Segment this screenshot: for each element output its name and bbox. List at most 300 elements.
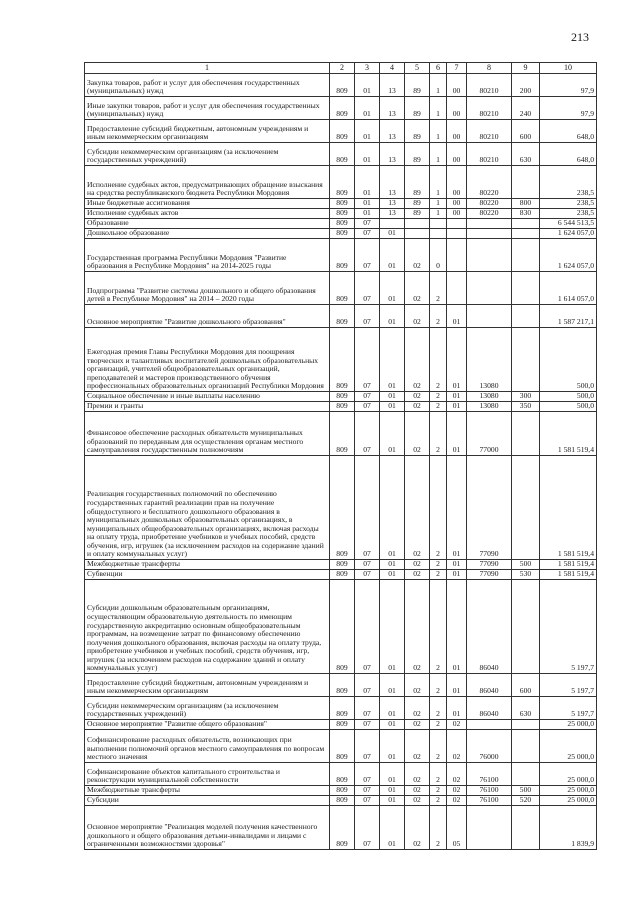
row-c2-cell: 809 bbox=[330, 272, 355, 305]
row-name-cell: Исполнение судебных актов, предусматривающих обращение взыскания на средства республиканского бюджета Республики Мордовия bbox=[85, 166, 330, 199]
table-row bbox=[85, 328, 597, 392]
row-c10-cell: 1 614 057,0 bbox=[540, 272, 597, 305]
row-c10-cell: 25 000,0 bbox=[540, 730, 597, 763]
row-c8-cell: 77090 bbox=[467, 570, 512, 580]
row-c5-cell: 02 bbox=[405, 456, 430, 560]
row-c6-cell: 2 bbox=[430, 570, 447, 580]
row-c9-cell: 240 bbox=[512, 97, 540, 120]
row-c2-cell: 809 bbox=[330, 392, 355, 402]
row-c10-cell: 25 000,0 bbox=[540, 720, 597, 730]
row-c7-cell: 01 bbox=[447, 456, 467, 560]
row-name-cell: Реализация государственных полномочий по обеспечению государственных гарантий реализации прав на получение общедоступного и бесплатного дошкольного образования в муниципальных дошкольных образовательных организациях, в муниципальных общеобразовательных организациях, включая расходы на оплату труда, приобретение учебников и учебных пособий, средств обучения, игр, игрушек (за исключением расходов на содержание зданий и оплату коммунальных услуг) bbox=[85, 456, 330, 560]
row-c10-cell: 1 581 519,4 bbox=[540, 412, 597, 456]
row-c5-cell bbox=[405, 219, 430, 229]
row-c6-cell: 2 bbox=[430, 730, 447, 763]
row-c2-cell: 809 bbox=[330, 239, 355, 272]
row-c6-cell: 0 bbox=[430, 239, 447, 272]
row-c9-cell: 350 bbox=[512, 402, 540, 412]
row-c2-cell: 809 bbox=[330, 209, 355, 219]
row-name-cell: Субсидии bbox=[85, 796, 330, 806]
row-c8-cell: 80210 bbox=[467, 97, 512, 120]
row-c4-cell: 01 bbox=[380, 720, 405, 730]
row-c2-cell: 809 bbox=[330, 786, 355, 796]
row-name-cell: Иные бюджетные ассигнования bbox=[85, 199, 330, 209]
row-c2-cell: 809 bbox=[330, 219, 355, 229]
row-c2-cell: 809 bbox=[330, 120, 355, 143]
row-c3-cell: 01 bbox=[355, 97, 380, 120]
row-c6-cell: 2 bbox=[430, 560, 447, 570]
row-name-cell: Субсидии некоммерческим организациям (за исключением государственных учреждений) bbox=[85, 143, 330, 166]
row-c4-cell: 13 bbox=[380, 199, 405, 209]
row-c10-cell: 1 581 519,4 bbox=[540, 456, 597, 560]
row-name-cell: Дошкольное образование bbox=[85, 229, 330, 239]
row-c10-cell: 1 581 519,4 bbox=[540, 560, 597, 570]
row-c5-cell: 89 bbox=[405, 74, 430, 97]
row-c7-cell bbox=[447, 272, 467, 305]
table-row bbox=[85, 730, 597, 763]
row-c5-cell: 02 bbox=[405, 796, 430, 806]
row-name-cell: Государственная программа Республики Мордовия "Развитие образования в Республике Мордовия" на 2014-2025 годы bbox=[85, 239, 330, 272]
row-c5-cell: 02 bbox=[405, 720, 430, 730]
row-c4-cell: 01 bbox=[380, 305, 405, 328]
row-c7-cell: 02 bbox=[447, 763, 467, 786]
row-c6-cell: 2 bbox=[430, 456, 447, 560]
table-row bbox=[85, 674, 597, 697]
row-c2-cell: 809 bbox=[330, 143, 355, 166]
row-c8-cell: 80220 bbox=[467, 199, 512, 209]
row-c7-cell: 01 bbox=[447, 674, 467, 697]
row-c5-cell: 02 bbox=[405, 328, 430, 392]
row-c10-cell: 648,0 bbox=[540, 143, 597, 166]
row-c2-cell: 809 bbox=[330, 456, 355, 560]
row-c7-cell: 00 bbox=[447, 166, 467, 199]
row-c5-cell: 89 bbox=[405, 209, 430, 219]
row-c7-cell: 00 bbox=[447, 120, 467, 143]
table-row bbox=[85, 402, 597, 412]
row-c3-cell: 07 bbox=[355, 786, 380, 796]
row-name-cell: Субсидии дошкольным образовательным организациям, осуществляющим образовательную деятельность по имеющим государственную аккредитацию основным общеобразовательным программам, на возмещение затрат по финансовому обеспечению получения дошкольного образования, включая расходы на оплату труда, приобретение учебников и учебных пособий, средств обучения, игр, игрушек (за исключением расходов на содержание зданий и оплату коммунальных услуг) bbox=[85, 580, 330, 674]
table-row bbox=[85, 786, 597, 796]
row-c7-cell: 01 bbox=[447, 392, 467, 402]
row-c9-cell: 300 bbox=[512, 392, 540, 402]
row-c8-cell bbox=[467, 806, 512, 850]
row-c5-cell: 89 bbox=[405, 120, 430, 143]
row-name-cell: Исполнение судебных актов bbox=[85, 209, 330, 219]
row-c4-cell: 13 bbox=[380, 209, 405, 219]
row-c2-cell: 809 bbox=[330, 74, 355, 97]
row-c9-cell: 600 bbox=[512, 120, 540, 143]
row-c9-cell bbox=[512, 272, 540, 305]
row-c3-cell: 07 bbox=[355, 392, 380, 402]
row-name-cell: Премии и гранты bbox=[85, 402, 330, 412]
row-c9-cell bbox=[512, 239, 540, 272]
row-c7-cell: 02 bbox=[447, 796, 467, 806]
row-c6-cell: 2 bbox=[430, 697, 447, 720]
row-c8-cell bbox=[467, 272, 512, 305]
row-name-cell: Основное мероприятие "Реализация моделей получения качественного дошкольного и общего образования детьми-инвалидами и лицами с ограниченными возможностями здоровья" bbox=[85, 806, 330, 850]
row-c3-cell: 01 bbox=[355, 143, 380, 166]
row-c9-cell: 500 bbox=[512, 786, 540, 796]
row-name-cell: Подпрограмма "Развитие системы дошкольного и общего образования детей в Республике Мордовия" на 2014 – 2020 годы bbox=[85, 272, 330, 305]
row-name-cell: Межбюджетные трансферты bbox=[85, 560, 330, 570]
row-c3-cell: 07 bbox=[355, 580, 380, 674]
row-c8-cell: 77000 bbox=[467, 412, 512, 456]
row-c10-cell: 25 000,0 bbox=[540, 796, 597, 806]
row-c3-cell: 07 bbox=[355, 456, 380, 560]
row-c3-cell: 07 bbox=[355, 272, 380, 305]
row-c7-cell: 01 bbox=[447, 328, 467, 392]
row-name-cell: Софинансирование объектов капитального строительства и реконструкции муниципальной собственности bbox=[85, 763, 330, 786]
row-c7-cell: 00 bbox=[447, 97, 467, 120]
row-c10-cell: 1 587 217,1 bbox=[540, 305, 597, 328]
row-c3-cell: 07 bbox=[355, 239, 380, 272]
row-c10-cell: 648,0 bbox=[540, 120, 597, 143]
row-c10-cell: 5 197,7 bbox=[540, 697, 597, 720]
row-c4-cell: 01 bbox=[380, 560, 405, 570]
table-row bbox=[85, 570, 597, 580]
row-c2-cell: 809 bbox=[330, 97, 355, 120]
row-c10-cell: 500,0 bbox=[540, 402, 597, 412]
row-c3-cell: 01 bbox=[355, 199, 380, 209]
row-c6-cell: 1 bbox=[430, 120, 447, 143]
row-c6-cell: 2 bbox=[430, 806, 447, 850]
row-c3-cell: 01 bbox=[355, 209, 380, 219]
row-c10-cell: 500,0 bbox=[540, 328, 597, 392]
row-c4-cell: 01 bbox=[380, 272, 405, 305]
col-header: 8 bbox=[467, 63, 512, 74]
table-row bbox=[85, 219, 597, 229]
row-c10-cell: 25 000,0 bbox=[540, 763, 597, 786]
row-c10-cell: 1 839,9 bbox=[540, 806, 597, 850]
row-c9-cell bbox=[512, 720, 540, 730]
row-name-cell: Основное мероприятие "Развитие общего образования" bbox=[85, 720, 330, 730]
row-c8-cell: 86040 bbox=[467, 697, 512, 720]
row-c3-cell: 07 bbox=[355, 730, 380, 763]
row-c10-cell: 25 000,0 bbox=[540, 786, 597, 796]
row-c4-cell: 01 bbox=[380, 730, 405, 763]
row-c5-cell: 02 bbox=[405, 412, 430, 456]
row-c8-cell bbox=[467, 239, 512, 272]
row-c7-cell: 02 bbox=[447, 720, 467, 730]
row-c7-cell: 02 bbox=[447, 786, 467, 796]
table-row bbox=[85, 74, 597, 97]
row-name-cell: Субсидии некоммерческим организациям (за исключением государственных учреждений) bbox=[85, 697, 330, 720]
row-c5-cell: 02 bbox=[405, 392, 430, 402]
row-c9-cell: 630 bbox=[512, 697, 540, 720]
row-c9-cell bbox=[512, 166, 540, 199]
row-c8-cell: 77090 bbox=[467, 560, 512, 570]
row-c7-cell: 01 bbox=[447, 570, 467, 580]
row-c9-cell bbox=[512, 763, 540, 786]
row-c2-cell: 809 bbox=[330, 402, 355, 412]
col-header: 9 bbox=[512, 63, 540, 74]
row-c7-cell bbox=[447, 239, 467, 272]
row-c10-cell: 1 624 057,0 bbox=[540, 239, 597, 272]
row-name-cell: Социальное обеспечение и иные выплаты населению bbox=[85, 392, 330, 402]
row-c5-cell: 02 bbox=[405, 272, 430, 305]
row-c8-cell: 76000 bbox=[467, 730, 512, 763]
row-c9-cell bbox=[512, 412, 540, 456]
table-row bbox=[85, 796, 597, 806]
row-name-cell: Предоставление субсидий бюджетным, автономным учреждениям и иным некоммерческим организациям bbox=[85, 120, 330, 143]
row-c10-cell: 238,5 bbox=[540, 199, 597, 209]
row-c7-cell: 01 bbox=[447, 560, 467, 570]
row-c4-cell: 01 bbox=[380, 570, 405, 580]
row-name-cell: Закупка товаров, работ и услуг для обеспечения государственных (муниципальных) нужд bbox=[85, 74, 330, 97]
row-c8-cell bbox=[467, 720, 512, 730]
row-c10-cell: 97,9 bbox=[540, 74, 597, 97]
row-c3-cell: 07 bbox=[355, 720, 380, 730]
row-c4-cell bbox=[380, 219, 405, 229]
row-c2-cell: 809 bbox=[330, 412, 355, 456]
table-row bbox=[85, 199, 597, 209]
row-c7-cell: 02 bbox=[447, 730, 467, 763]
table-row bbox=[85, 456, 597, 560]
table-row bbox=[85, 120, 597, 143]
row-name-cell: Финансовое обеспечение расходных обязательств муниципальных образований по переданным для осуществления органам местного самоуправления государственным полномочиям bbox=[85, 412, 330, 456]
row-c8-cell: 13080 bbox=[467, 392, 512, 402]
row-c5-cell: 02 bbox=[405, 560, 430, 570]
row-c7-cell: 00 bbox=[447, 199, 467, 209]
row-name-cell: Предоставление субсидий бюджетным, автономным учреждениям и иным некоммерческим организациям bbox=[85, 674, 330, 697]
row-c8-cell: 13080 bbox=[467, 402, 512, 412]
col-header: 3 bbox=[355, 63, 380, 74]
row-c6-cell: 2 bbox=[430, 328, 447, 392]
row-c9-cell: 630 bbox=[512, 143, 540, 166]
row-c8-cell bbox=[467, 229, 512, 239]
row-c3-cell: 07 bbox=[355, 763, 380, 786]
row-c8-cell: 86040 bbox=[467, 580, 512, 674]
row-c5-cell: 02 bbox=[405, 697, 430, 720]
row-c5-cell: 02 bbox=[405, 580, 430, 674]
row-c4-cell: 01 bbox=[380, 328, 405, 392]
table-row bbox=[85, 143, 597, 166]
row-c9-cell bbox=[512, 806, 540, 850]
table-row bbox=[85, 763, 597, 786]
row-c2-cell: 809 bbox=[330, 570, 355, 580]
row-c5-cell: 02 bbox=[405, 674, 430, 697]
row-name-cell: Основное мероприятие "Развитие дошкольного образования" bbox=[85, 305, 330, 328]
row-c6-cell: 1 bbox=[430, 143, 447, 166]
row-c4-cell: 01 bbox=[380, 580, 405, 674]
row-c6-cell: 1 bbox=[430, 209, 447, 219]
row-c5-cell bbox=[405, 229, 430, 239]
row-c6-cell: 2 bbox=[430, 412, 447, 456]
row-c10-cell: 1 624 057,0 bbox=[540, 229, 597, 239]
table-row bbox=[85, 806, 597, 850]
header-row bbox=[85, 63, 597, 74]
row-c3-cell: 07 bbox=[355, 560, 380, 570]
row-c4-cell: 01 bbox=[380, 786, 405, 796]
page-number: 213 bbox=[571, 30, 589, 44]
row-c4-cell: 01 bbox=[380, 674, 405, 697]
row-c7-cell bbox=[447, 229, 467, 239]
row-c7-cell: 01 bbox=[447, 412, 467, 456]
row-c3-cell: 07 bbox=[355, 806, 380, 850]
row-c6-cell: 2 bbox=[430, 272, 447, 305]
row-c8-cell: 86040 bbox=[467, 674, 512, 697]
table-row bbox=[85, 305, 597, 328]
row-c3-cell: 07 bbox=[355, 305, 380, 328]
row-c4-cell: 01 bbox=[380, 392, 405, 402]
row-c6-cell: 1 bbox=[430, 199, 447, 209]
row-c6-cell: 1 bbox=[430, 166, 447, 199]
row-c3-cell: 07 bbox=[355, 328, 380, 392]
row-c4-cell: 01 bbox=[380, 763, 405, 786]
row-c2-cell: 809 bbox=[330, 697, 355, 720]
row-c6-cell: 2 bbox=[430, 402, 447, 412]
row-c2-cell: 809 bbox=[330, 166, 355, 199]
budget-table bbox=[84, 62, 597, 850]
row-c5-cell: 02 bbox=[405, 806, 430, 850]
row-c9-cell: 500 bbox=[512, 560, 540, 570]
row-c3-cell: 07 bbox=[355, 412, 380, 456]
row-c7-cell bbox=[447, 219, 467, 229]
table-row bbox=[85, 720, 597, 730]
row-c4-cell: 13 bbox=[380, 143, 405, 166]
row-c6-cell: 2 bbox=[430, 392, 447, 402]
row-name-cell: Иные закупки товаров, работ и услуг для обеспечения государственных (муниципальных) нужд bbox=[85, 97, 330, 120]
col-header: 6 bbox=[430, 63, 447, 74]
row-c5-cell: 89 bbox=[405, 97, 430, 120]
table-row bbox=[85, 239, 597, 272]
row-c5-cell: 89 bbox=[405, 143, 430, 166]
row-c9-cell bbox=[512, 580, 540, 674]
row-c6-cell: 2 bbox=[430, 796, 447, 806]
table-row bbox=[85, 97, 597, 120]
row-c10-cell: 238,5 bbox=[540, 209, 597, 219]
row-c2-cell: 809 bbox=[330, 305, 355, 328]
row-c4-cell: 01 bbox=[380, 806, 405, 850]
row-c2-cell: 809 bbox=[330, 199, 355, 209]
row-c4-cell: 01 bbox=[380, 796, 405, 806]
row-c3-cell: 07 bbox=[355, 674, 380, 697]
row-c5-cell: 89 bbox=[405, 199, 430, 209]
row-c8-cell: 76100 bbox=[467, 763, 512, 786]
table-row bbox=[85, 272, 597, 305]
row-c8-cell: 80210 bbox=[467, 143, 512, 166]
row-name-cell: Софинансирование расходных обязательств, возникающих при выполнении полномочий органов местного самоуправления по вопросам местного значения bbox=[85, 730, 330, 763]
row-c2-cell: 809 bbox=[330, 730, 355, 763]
row-c8-cell: 80220 bbox=[467, 209, 512, 219]
row-c9-cell bbox=[512, 305, 540, 328]
row-c6-cell: 2 bbox=[430, 580, 447, 674]
row-c10-cell: 5 197,7 bbox=[540, 580, 597, 674]
row-c4-cell: 13 bbox=[380, 166, 405, 199]
row-c10-cell: 500,0 bbox=[540, 392, 597, 402]
table-row bbox=[85, 229, 597, 239]
row-c2-cell: 809 bbox=[330, 796, 355, 806]
row-c3-cell: 01 bbox=[355, 74, 380, 97]
row-c5-cell: 02 bbox=[405, 730, 430, 763]
row-c3-cell: 07 bbox=[355, 219, 380, 229]
row-c7-cell: 00 bbox=[447, 143, 467, 166]
row-c9-cell: 800 bbox=[512, 199, 540, 209]
row-c10-cell: 238,5 bbox=[540, 166, 597, 199]
row-c2-cell: 809 bbox=[330, 720, 355, 730]
row-c10-cell: 1 581 519,4 bbox=[540, 570, 597, 580]
row-c5-cell: 02 bbox=[405, 305, 430, 328]
table-row bbox=[85, 697, 597, 720]
col-header: 7 bbox=[447, 63, 467, 74]
row-c6-cell: 2 bbox=[430, 786, 447, 796]
row-c4-cell: 13 bbox=[380, 74, 405, 97]
row-name-cell: Образование bbox=[85, 219, 330, 229]
row-c5-cell: 89 bbox=[405, 166, 430, 199]
table-row bbox=[85, 580, 597, 674]
row-c2-cell: 809 bbox=[330, 580, 355, 674]
row-c4-cell: 01 bbox=[380, 412, 405, 456]
row-c9-cell: 520 bbox=[512, 796, 540, 806]
row-c4-cell: 13 bbox=[380, 97, 405, 120]
row-c7-cell: 00 bbox=[447, 209, 467, 219]
table-row bbox=[85, 209, 597, 219]
row-c10-cell: 6 544 513,5 bbox=[540, 219, 597, 229]
col-header: 10 bbox=[540, 63, 597, 74]
row-c9-cell: 600 bbox=[512, 674, 540, 697]
table-row bbox=[85, 412, 597, 456]
row-c6-cell bbox=[430, 229, 447, 239]
row-c6-cell: 2 bbox=[430, 674, 447, 697]
row-c8-cell: 80210 bbox=[467, 120, 512, 143]
row-c7-cell: 01 bbox=[447, 305, 467, 328]
row-c3-cell: 01 bbox=[355, 120, 380, 143]
table-row bbox=[85, 166, 597, 199]
row-c9-cell: 200 bbox=[512, 74, 540, 97]
row-c5-cell: 02 bbox=[405, 570, 430, 580]
row-c6-cell: 2 bbox=[430, 720, 447, 730]
row-c5-cell: 02 bbox=[405, 239, 430, 272]
row-name-cell: Ежегодная премия Главы Республики Мордовия для поощрения творческих и талантливых воспитателей дошкольных образовательных организаций, учителей общеобразовательных организаций, преподавателей и мастеров производственного обучения профессиональных образовательных организаций Республики Мордовия bbox=[85, 328, 330, 392]
row-c3-cell: 07 bbox=[355, 697, 380, 720]
row-c9-cell: 530 bbox=[512, 570, 540, 580]
row-c8-cell: 13080 bbox=[467, 328, 512, 392]
row-c6-cell: 2 bbox=[430, 305, 447, 328]
row-c6-cell: 2 bbox=[430, 763, 447, 786]
row-c9-cell bbox=[512, 456, 540, 560]
row-c7-cell: 01 bbox=[447, 697, 467, 720]
row-c3-cell: 07 bbox=[355, 229, 380, 239]
row-name-cell: Субвенции bbox=[85, 570, 330, 580]
row-c4-cell: 01 bbox=[380, 697, 405, 720]
row-c7-cell: 05 bbox=[447, 806, 467, 850]
row-c3-cell: 01 bbox=[355, 166, 380, 199]
row-c7-cell: 01 bbox=[447, 402, 467, 412]
row-c2-cell: 809 bbox=[330, 229, 355, 239]
row-c9-cell bbox=[512, 229, 540, 239]
row-c4-cell: 13 bbox=[380, 120, 405, 143]
row-c8-cell bbox=[467, 305, 512, 328]
col-header: 1 bbox=[85, 63, 330, 74]
row-c8-cell: 76100 bbox=[467, 786, 512, 796]
col-header: 2 bbox=[330, 63, 355, 74]
row-c4-cell: 01 bbox=[380, 239, 405, 272]
col-header: 5 bbox=[405, 63, 430, 74]
row-c2-cell: 809 bbox=[330, 560, 355, 570]
row-c3-cell: 07 bbox=[355, 402, 380, 412]
row-c2-cell: 809 bbox=[330, 763, 355, 786]
row-c4-cell: 01 bbox=[380, 229, 405, 239]
row-c6-cell: 1 bbox=[430, 97, 447, 120]
row-c8-cell: 80210 bbox=[467, 74, 512, 97]
col-header: 4 bbox=[380, 63, 405, 74]
row-c8-cell: 80220 bbox=[467, 166, 512, 199]
row-c10-cell: 97,9 bbox=[540, 97, 597, 120]
table-row bbox=[85, 392, 597, 402]
row-c3-cell: 07 bbox=[355, 570, 380, 580]
row-c5-cell: 02 bbox=[405, 786, 430, 796]
row-c5-cell: 02 bbox=[405, 763, 430, 786]
